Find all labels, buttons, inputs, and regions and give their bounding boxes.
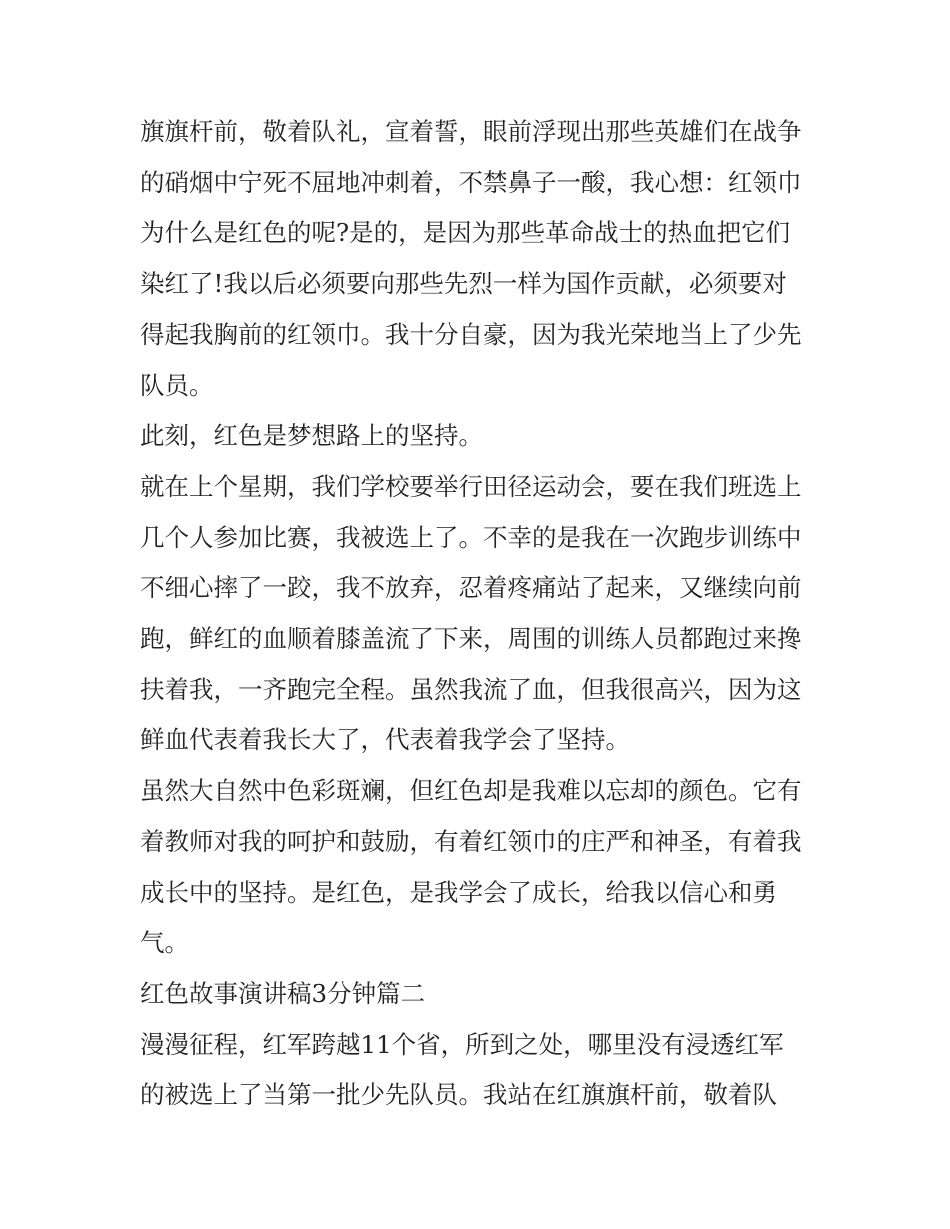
paragraph-long-march: 漫漫征程，红军跨越11个省，所到之处，哪里没有浸透红军 的被选上了当第一批少先队员。我站在红旗旗杆前，敬着队 xyxy=(140,1029,784,1110)
paragraph-conclusion: 虽然大自然中色彩斑斓，但红色却是我难以忘却的颜色。它有 着教师对我的呵护和鼓励，有着红领巾的庄严和神圣，有着我 成长中的坚持。是红色，是我学会了成长，给我以信心和勇 气。 xyxy=(140,776,802,958)
paragraph-sports-meet: 就在上个星期，我们学校要举行田径运动会，要在我们班选上 几个人参加比赛，我被选上了。不幸的是我在一次跑步训练中 不细心摔了一跤，我不放弃，忍着疼痛站了起来，又继续向前 跑，鲜红的血顺着膝盖流了下来，周围的训练人员都跑过来搀 扶着我，一齐跑完全程。虽然我流了血，但我很高兴，因为这 鲜血代表着我长大了，代表着我学会了坚持。 xyxy=(140,471,802,755)
paragraph-persistence-heading: 此刻，红色是梦想路上的坚持。 xyxy=(140,421,483,451)
document-body xyxy=(140,107,820,1121)
paragraph-oath: 旗旗杆前，敬着队礼，宣着誓，眼前浮现出那些英雄们在战争 的硝烟中宁死不屈地冲刺着，不禁鼻子一酸，我心想：红领巾 为什么是红色的呢?是的，是因为那些革命战士的热血把它们 染红了!我以后必须要向那些先烈一样为国作贡献，必须要对 得起我胸前的红领巾。我十分自豪，因为我光荣地当上了少先 队员。 xyxy=(140,117,802,400)
section-title: 红色故事演讲稿3分钟篇二 xyxy=(140,978,426,1008)
